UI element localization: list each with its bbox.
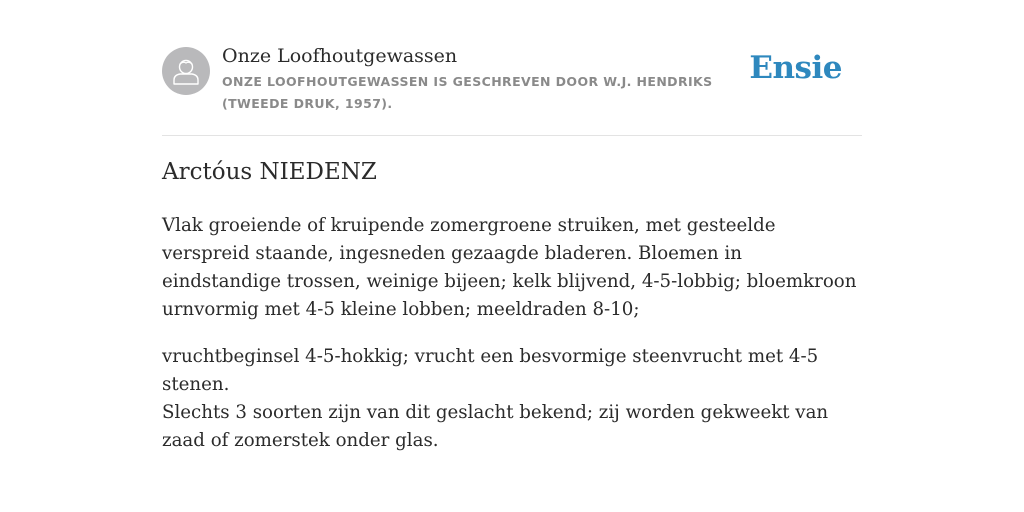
entry-paragraph: vruchtbeginsel 4-5-hokkig; vrucht een besvormige steenvrucht met 4-5 stenen.	[162, 346, 819, 395]
avatar	[162, 47, 210, 95]
user-icon	[162, 47, 210, 95]
entry-title: Arctóus NIEDENZ	[162, 159, 377, 185]
header-divider	[162, 135, 862, 136]
ensie-logo[interactable]: Ensie	[749, 50, 842, 86]
entry-paragraph: Vlak groeiende of kruipende zomergroene struiken, met gesteelde verspreid staande, ingesneden gezaagde bladeren. Bloemen in eindstandige trossen, weinige bijeen; kelk blijvend, 4-5-lobbig; bloemkroon urnvormig met 4-5 kleine lobben; meeldraden 8-10;	[162, 215, 857, 320]
source-header	[162, 44, 862, 135]
entry-paragraph: Slechts 3 soorten zijn van dit geslacht bekend; zij worden gekweekt van zaad of zomerstek onder glas.	[162, 402, 829, 451]
source-title[interactable]: Onze Loofhoutgewassen	[222, 45, 458, 67]
source-description: ONZE LOOFHOUTGEWASSEN IS GESCHREVEN DOOR W.J. HENDRIKS (TWEEDE DRUK, 1957).	[222, 74, 713, 111]
